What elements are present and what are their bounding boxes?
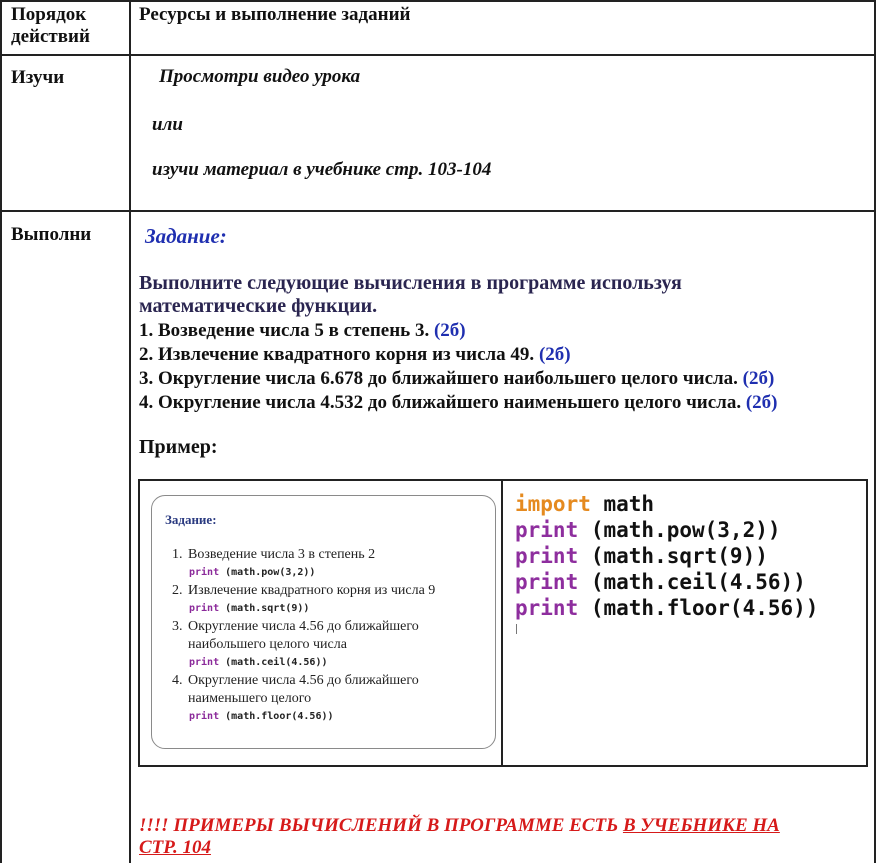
code-line: print (math.pow(3,2)) (515, 518, 781, 542)
task-title: Задание: (145, 224, 227, 248)
code-block[interactable] (515, 491, 818, 621)
column-divider (129, 0, 131, 863)
task-intro-line1: Выполните следующие вычисления в программе используя (139, 272, 682, 294)
warning-text: !!!! ПРИМЕРЫ ВЫЧИСЛЕНИЙ В ПРОГРАММЕ ЕСТЬ (139, 815, 623, 836)
card-item: 3. Округление числа 4.56 до ближайшего наибольшего целого числа print (math.ceil(4.56)) (186, 618, 529, 672)
print-keyword: print (515, 570, 579, 594)
code-line: print (math.ceil(4.56)) (515, 570, 806, 594)
print-keyword: print (515, 518, 579, 542)
task-item: 3. Округление числа 6.678 до ближайшего наибольшего целого числа. (2б) (139, 368, 775, 389)
study-line-textbook: изучи материал в учебнике стр. 103-104 (152, 159, 492, 180)
warning-textbook-link[interactable]: В УЧЕБНИКЕ НА (622, 815, 780, 836)
card-item: 1. Возведение числа 3 в степень 2 print (math.pow(3,2)) (186, 546, 529, 582)
print-keyword: print (515, 544, 579, 568)
task-item: 2. Извлечение квадратного корня из числа 49. (2б) (139, 344, 571, 365)
warning-page-link[interactable]: СТР. 104 (139, 837, 211, 858)
header-col1-line2: действий (11, 26, 90, 47)
print-keyword: print (515, 596, 579, 620)
card-item: 4. Округление числа 4.56 до ближайшего наименьшего целого print (math.floor(4.56)) (186, 672, 529, 726)
study-line-or: или (152, 114, 183, 135)
table-right-border (874, 0, 876, 863)
print-keyword: print (189, 657, 220, 668)
task-intro-line2: математические функции. (139, 295, 378, 317)
example-label: Пример: (139, 436, 218, 458)
code-line: print (math.floor(4.56)) (515, 596, 819, 620)
task-item: 1. Возведение числа 5 в степень 3. (2б) (139, 320, 466, 341)
print-keyword: print (189, 567, 220, 578)
header-row-divider (0, 54, 876, 56)
table-left-border (0, 0, 2, 863)
score-badge: (2б) (538, 344, 571, 365)
score-badge: (2б) (433, 320, 466, 341)
print-keyword: print (189, 711, 220, 722)
do-label: Выполни (11, 224, 92, 245)
card-list (152, 546, 529, 726)
card-title: Задание: (165, 512, 217, 527)
task-item: 4. Округление числа 4.532 до ближайшего наименьшего целого числа. (2б) (139, 392, 778, 413)
print-keyword: print (189, 603, 220, 614)
header-col2-label: Ресурсы и выполнение заданий (139, 4, 411, 25)
study-line-video: Просмотри видео урока (159, 66, 361, 87)
warning-note (139, 815, 859, 859)
table-top-border (0, 0, 876, 2)
score-badge: (2б) (745, 392, 778, 413)
study-label: Изучи (11, 67, 65, 88)
text-cursor (516, 624, 517, 634)
import-keyword: import (515, 492, 591, 516)
code-line: print (math.sqrt(9)) (515, 544, 768, 568)
code-line-import: import math (515, 492, 655, 516)
task-intro (139, 272, 682, 318)
task-list (139, 319, 777, 415)
header-col1-label (11, 4, 90, 48)
example-card (151, 495, 496, 749)
score-badge: (2б) (742, 368, 775, 389)
header-col1-line1: Порядок (11, 4, 87, 25)
card-item: 2. Извлечение квадратного корня из числа 9 print (math.sqrt(9)) (186, 582, 529, 618)
study-row-divider (0, 210, 876, 212)
